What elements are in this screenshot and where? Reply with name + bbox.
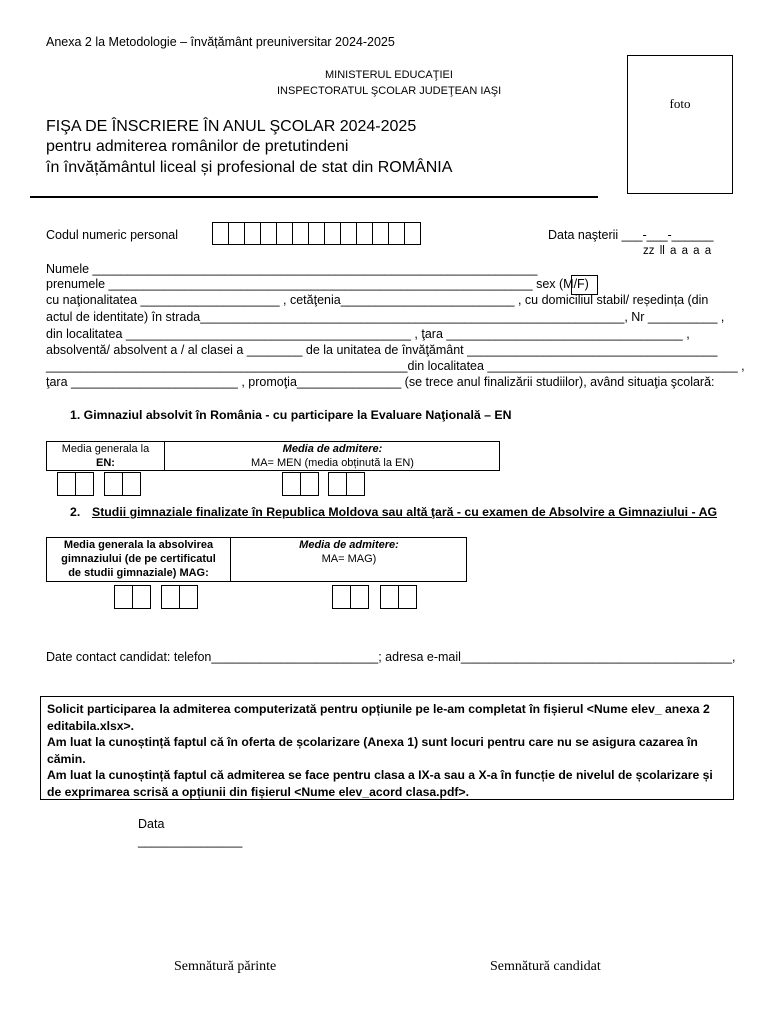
declaration-box — [40, 696, 734, 800]
declaration-p3: Am luat la cunoștință faptul că admiterea se face pentru clasa a IX-a sau a X-a în funcție de nivelul de școlarizare și de exprimarea scrisă a opțiunii din fișierul <Nume elev_acord clasa.pdf>. — [47, 768, 713, 799]
section1-heading: 1. Gimnaziul absolvit în România - cu participare la Evaluare Naţională – EN — [70, 408, 512, 422]
title-divider — [30, 196, 598, 198]
section2-heading: Studii gimnaziale finalizate în Republica Moldova sau altă ţară - cu examen de Absolvire a Gimnaziului - AG — [92, 505, 718, 519]
field-localitate-2[interactable]: ____________________________________________________din localitatea ____________________________________ , — [46, 359, 745, 373]
contact-line[interactable]: Date contact candidat: telefon________________________; adresa e-mail_______________________________________, — [46, 650, 736, 664]
birth-date-label: Data naşterii ___-___-______ — [548, 228, 714, 242]
ma-grade-decimal[interactable] — [328, 472, 364, 496]
declaration-p2: Am luat la cunoștință faptul că în oferta de școlarizare (Anexa 1) sunt locuri pentru care nu se asigura cazarea în cămin. — [47, 735, 698, 766]
field-nationalitate[interactable]: cu naţionalitatea ____________________ , cetăţenia_________________________ , cu domiciliul stabil/ reședința (din — [46, 293, 709, 307]
field-absolvent[interactable]: absolventă/ absolvent a / al clasei a ________ de la unitatea de învăţământ ____________________________________ — [46, 343, 718, 357]
ma-grade-integer[interactable] — [282, 472, 318, 496]
section2-table — [46, 537, 467, 582]
section2-cell1-line2: gimnaziului (de pe certificatul — [61, 553, 216, 565]
signature-candidate: Semnătură candidat — [490, 959, 601, 974]
annex-title: Anexa 2 la Metodologie – învățământ preuniversitar 2024-2025 — [46, 35, 395, 49]
section2-cell2-title: Media de admitere: — [299, 539, 399, 551]
field-tara-promotia[interactable]: ţara ________________________ , promoţia_______________ (se trece anul finalizării studiilor), având situaţia şcolară: — [46, 375, 715, 389]
inspectorate-name: INSPECTORATUL ŞCOLAR JUDEŢEAN IAŞI — [277, 85, 502, 97]
signature-parent: Semnătură părinte — [174, 959, 277, 974]
sex-input[interactable] — [571, 275, 598, 295]
birth-date-format: zz ll a a a a — [643, 245, 712, 257]
field-localitate[interactable]: din localitatea _________________________________________ , ţara __________________________________ , — [46, 327, 690, 341]
section1-cell1-line2: EN: — [96, 457, 115, 469]
section2-number: 2. — [70, 505, 81, 519]
date-line[interactable]: _______________ — [138, 834, 243, 848]
cnp-label: Codul numeric personal — [46, 228, 179, 242]
en-grade-decimal[interactable] — [104, 472, 140, 496]
en-grade-integer[interactable] — [57, 472, 93, 496]
ministry-name: MINISTERUL EDUCAŢIEI — [325, 69, 453, 81]
cnp-input[interactable] — [212, 222, 420, 245]
mag-grade-integer[interactable] — [114, 585, 150, 609]
declaration-p1: Solicit participarea la admiterea computerizată pentru opțiunile pe le-am completat în fișierul <Nume elev_ anexa 2 editabila.xlsx>. — [47, 702, 710, 733]
field-prenume[interactable]: prenumele _____________________________________________________________ sex (M/F) — [46, 277, 589, 291]
section1-cell2-sub: MA= MEN (media obținută la EN) — [251, 457, 414, 469]
date-label: Data — [138, 817, 165, 831]
mag-grade-decimal[interactable] — [161, 585, 197, 609]
form-title: FIŞA DE ÎNSCRIERE ÎN ANUL ŞCOLAR 2024-2025 — [46, 118, 417, 135]
section1-table — [46, 441, 500, 471]
ma2-grade-integer[interactable] — [332, 585, 368, 609]
form-subtitle-2: în învățământul liceal și profesional de stat din ROMÂNIA — [46, 159, 453, 176]
field-strada[interactable]: actul de identitate) în strada_____________________________________________________________, Nr __________ , — [46, 310, 725, 324]
section2-cell1-line3: de studii gimnaziale) MAG: — [68, 567, 209, 579]
field-nume[interactable]: Numele ________________________________________________________________ — [46, 262, 538, 276]
section1-cell2-title: Media de admitere: — [282, 443, 383, 455]
section2-cell2-sub: MA= MAG) — [321, 553, 377, 565]
section2-cell1-line1: Media generala la absolvirea — [63, 539, 214, 551]
photo-box — [627, 55, 733, 194]
photo-label: foto — [669, 96, 691, 111]
section1-cell1-line1: Media generala la — [61, 443, 150, 455]
ma2-grade-decimal[interactable] — [380, 585, 416, 609]
form-subtitle-1: pentru admiterea românilor de pretutindeni — [46, 138, 349, 155]
